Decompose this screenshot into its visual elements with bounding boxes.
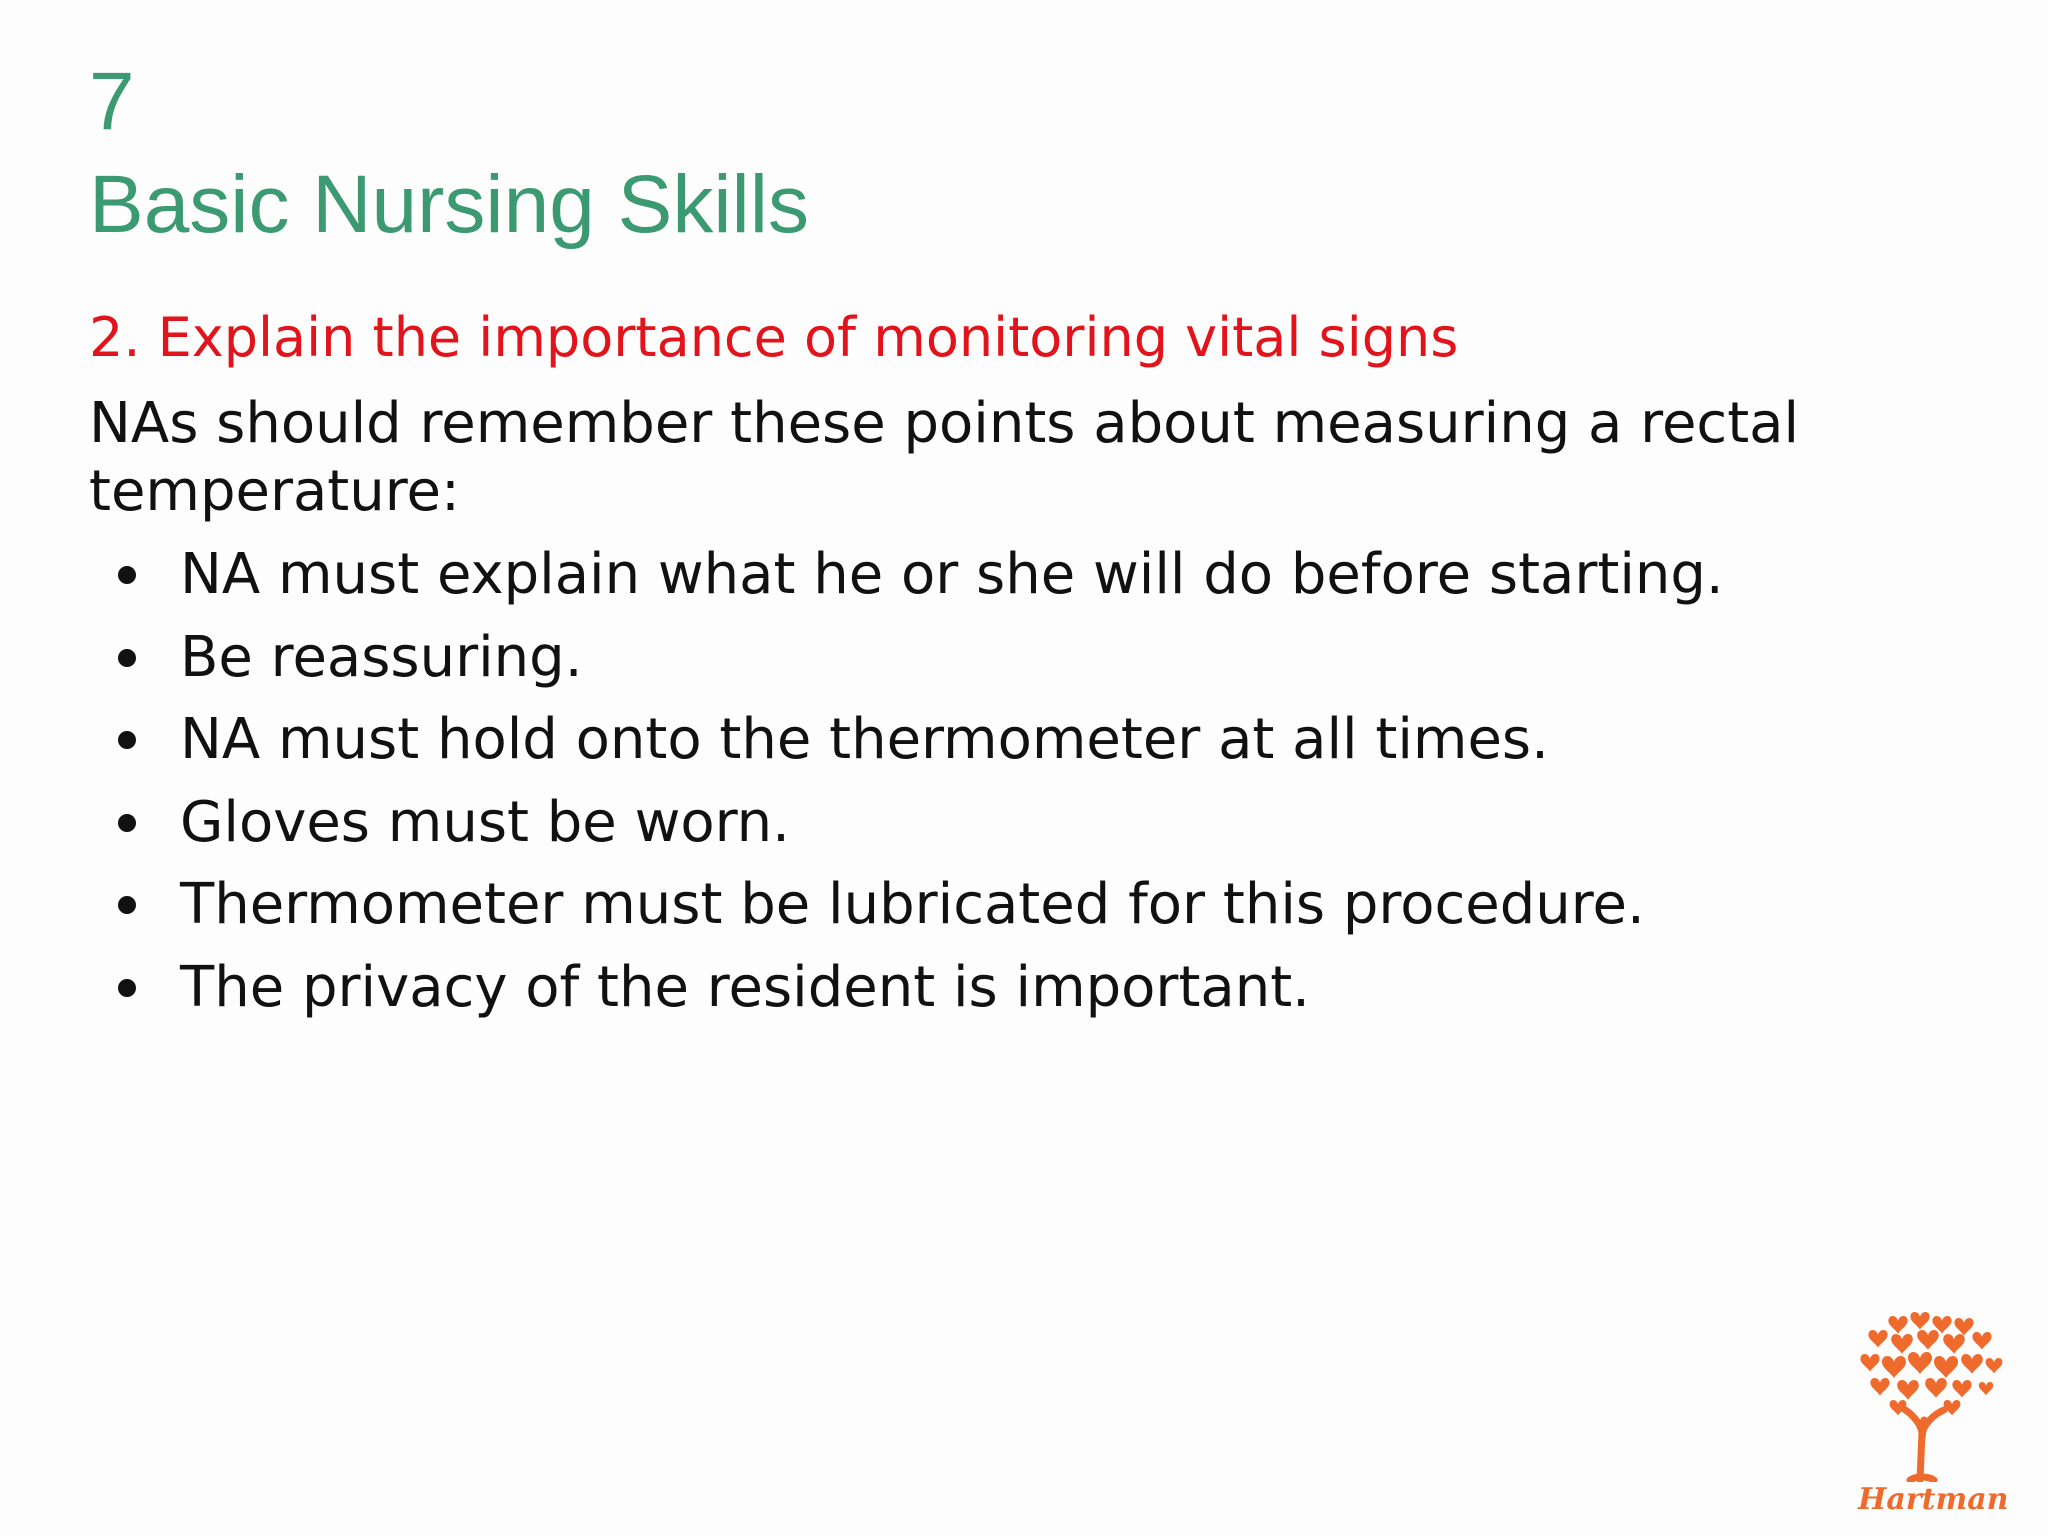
bullet-icon [118,731,136,749]
bullet-text: NA must hold onto the thermometer at all times. [180,707,1549,772]
bullet-icon [118,649,136,667]
bullet-icon [118,896,136,914]
bullet-text: NA must explain what he or she will do before starting. [180,542,1724,607]
heart-tree-icon [1858,1312,2006,1482]
bullet-icon [118,566,136,584]
bullet-text: The privacy of the resident is important. [180,954,1310,1020]
chapter-number: 7 [89,56,135,147]
bullet-icon [118,979,136,997]
learning-objective: 2. Explain the importance of monitoring vital signs [89,306,1459,369]
intro-paragraph: NAs should remember these points about measuring a rectal temperature: [89,391,1800,524]
bullet-icon [118,814,136,832]
logo-wordmark: Hartman [1858,1482,2009,1517]
chapter-title: Basic Nursing Skills [89,159,809,250]
bullet-text: Thermometer must be lubricated for this procedure. [180,872,1645,937]
bullet-text: Be reassuring. [180,624,583,690]
hartman-logo [1858,1312,2009,1524]
bullet-text: Gloves must be worn. [180,789,790,855]
